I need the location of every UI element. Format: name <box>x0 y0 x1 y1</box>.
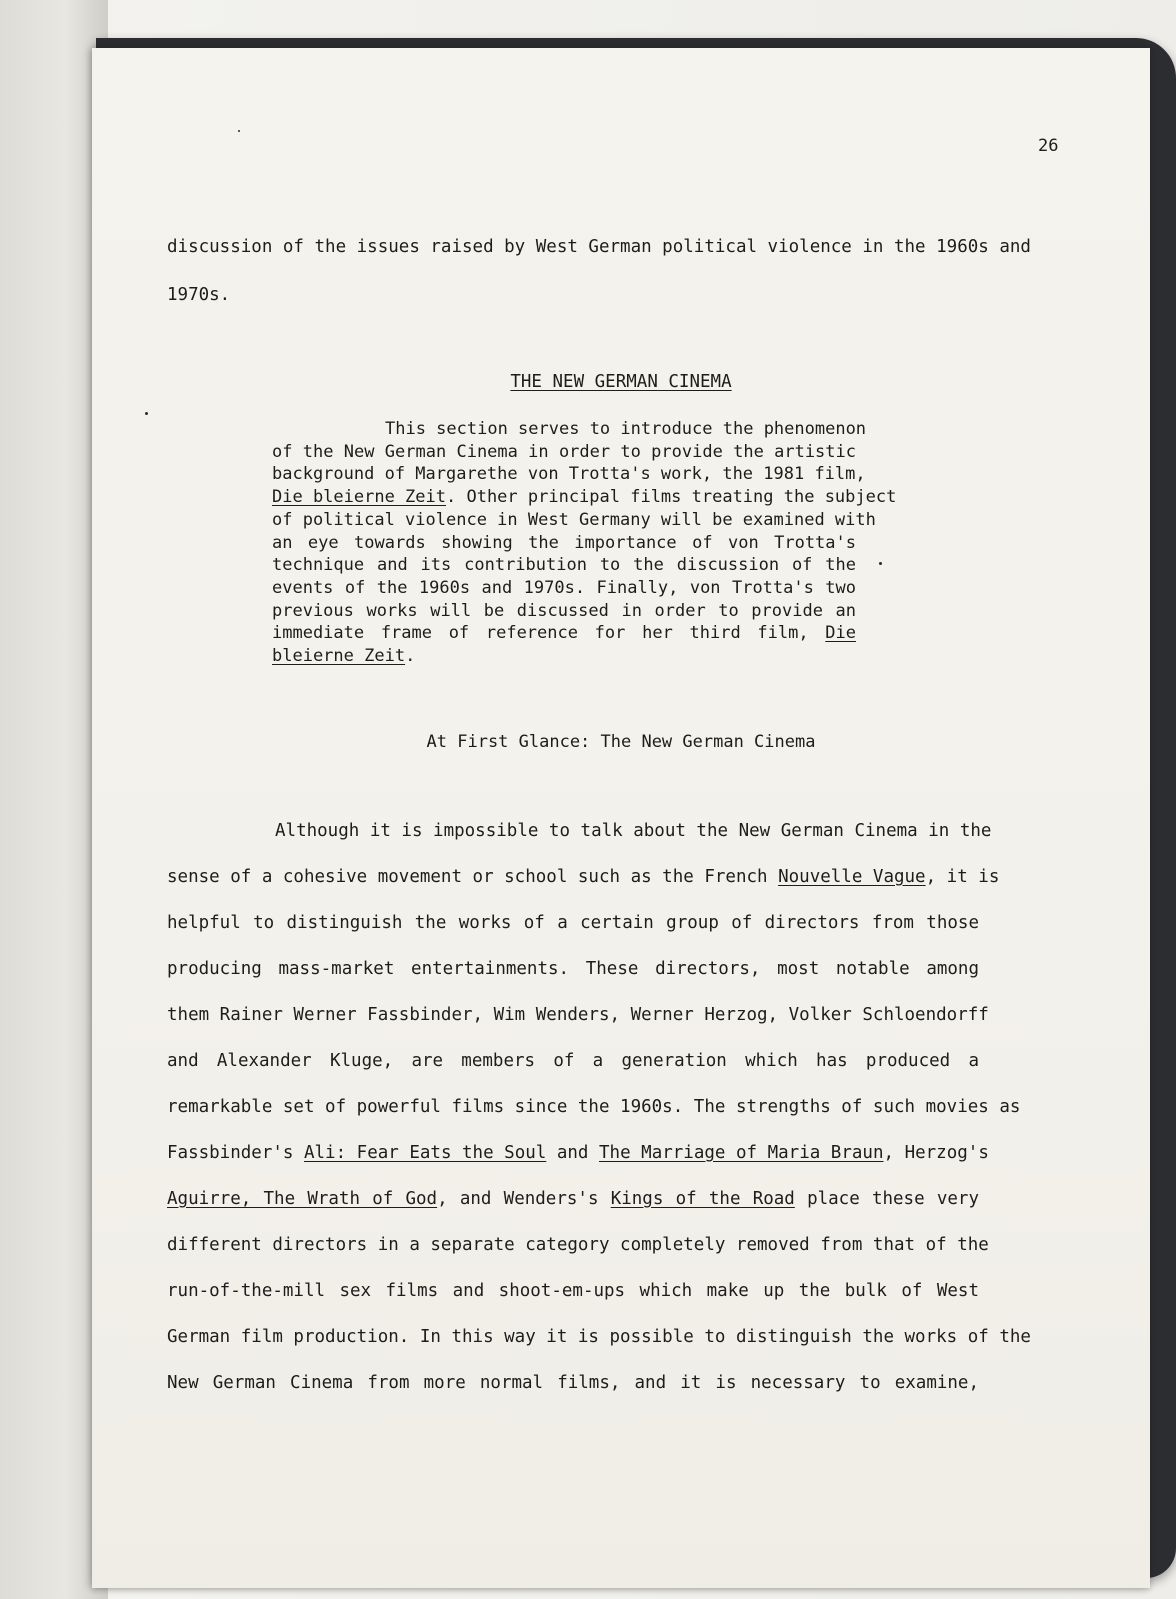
section-title-text: THE NEW GERMAN CINEMA <box>510 372 732 392</box>
film-title-die-bleierne-zeit: Die bleierne Zeit <box>272 487 446 508</box>
film-title-aguirre: Aguirre, The Wrath of God <box>167 1189 438 1209</box>
abstract-line: of the New German Cinema in order to provide the artistic <box>272 441 856 462</box>
abstract-text: . <box>405 646 416 667</box>
paragraph-line: them Rainer Werner Fassbinder, Wim Wenders, Werner Herzog, Volker Schloendorff <box>167 1005 989 1025</box>
abstract-line: previous works will be discussed in order to provide an <box>272 600 856 621</box>
film-title-kings-of-the-road: Kings of the Road <box>610 1189 795 1209</box>
section-title <box>92 372 1150 392</box>
paragraph-line <box>167 866 1000 888</box>
paragraph-line: German film production. In this way it is possible to distinguish the works of the <box>167 1327 1031 1347</box>
paragraph-text: and <box>556 1143 589 1163</box>
paragraph-line: New German Cinema from more normal films, and it is necessary to examine, <box>167 1373 979 1393</box>
section-abstract <box>272 418 897 668</box>
intro-line-2: 1970s. <box>167 285 231 305</box>
abstract-line: background of Margarethe von Trotta's work, the 1981 film, <box>272 464 866 485</box>
page-number: 26 <box>1038 136 1059 156</box>
paragraph-line: different directors in a separate category completely removed from that of the <box>167 1235 989 1255</box>
abstract-text: immediate frame of reference for her third film, <box>272 623 809 644</box>
paragraph-line <box>167 1142 989 1164</box>
film-title-ali-fear-eats-the-soul: Ali: Fear Eats the Soul <box>303 1143 547 1163</box>
paragraph-line: producing mass-market entertainments. These directors, most notable among <box>167 959 979 979</box>
abstract-text: . Other principal films treating the subject <box>446 487 897 508</box>
paragraph-line: helpful to distinguish the works of a certain group of directors from those <box>167 913 979 933</box>
ink-speck <box>879 562 882 565</box>
ink-speck <box>238 130 240 132</box>
paragraph-line: run-of-the-mill sex films and shoot-em-ups which make up the bulk of West <box>167 1281 979 1301</box>
abstract-line: events of the 1960s and 1970s. Finally, von Trotta's two <box>272 577 856 598</box>
abstract-line <box>272 486 897 509</box>
abstract-line: technique and its contribution to the discussion of the <box>272 555 856 576</box>
paragraph-text: , it is <box>925 867 1000 887</box>
abstract-line: of political violence in West Germany will be examined with <box>272 509 876 530</box>
film-title-bleierne-zeit: bleierne Zeit <box>272 646 406 667</box>
intro-line-1: discussion of the issues raised by West German political violence in the 1960s and <box>167 237 1031 257</box>
paragraph-text: , and Wenders's <box>437 1189 599 1209</box>
subsection-title: At First Glance: The New German Cinema <box>426 732 816 752</box>
paragraph-line: Although it is impossible to talk about the New German Cinema in the <box>275 821 992 841</box>
film-title-nouvelle-vague: Nouvelle Vague <box>778 867 926 887</box>
film-title-die: Die <box>825 623 856 644</box>
paragraph-text: Fassbinder's <box>167 1143 294 1163</box>
ink-speck <box>145 412 148 415</box>
paragraph-text: , Herzog's <box>883 1143 989 1163</box>
abstract-line: This section serves to introduce the phenomenon <box>385 419 867 439</box>
paragraph-line: remarkable set of powerful films since the 1960s. The strengths of such movies as <box>167 1097 1021 1117</box>
paragraph-text: place these very <box>807 1189 979 1209</box>
document-page <box>92 48 1150 1588</box>
paragraph-line: and Alexander Kluge, are members of a generation which has produced a <box>167 1051 979 1071</box>
film-title-marriage-of-maria-braun: The Marriage of Maria Braun <box>599 1143 884 1163</box>
abstract-line <box>272 645 856 668</box>
paragraph-text: sense of a cohesive movement or school such as the French <box>167 867 768 887</box>
paragraph-line <box>167 1188 979 1210</box>
abstract-line: an eye towards showing the importance of von Trotta's <box>272 532 856 553</box>
abstract-line <box>272 622 856 645</box>
